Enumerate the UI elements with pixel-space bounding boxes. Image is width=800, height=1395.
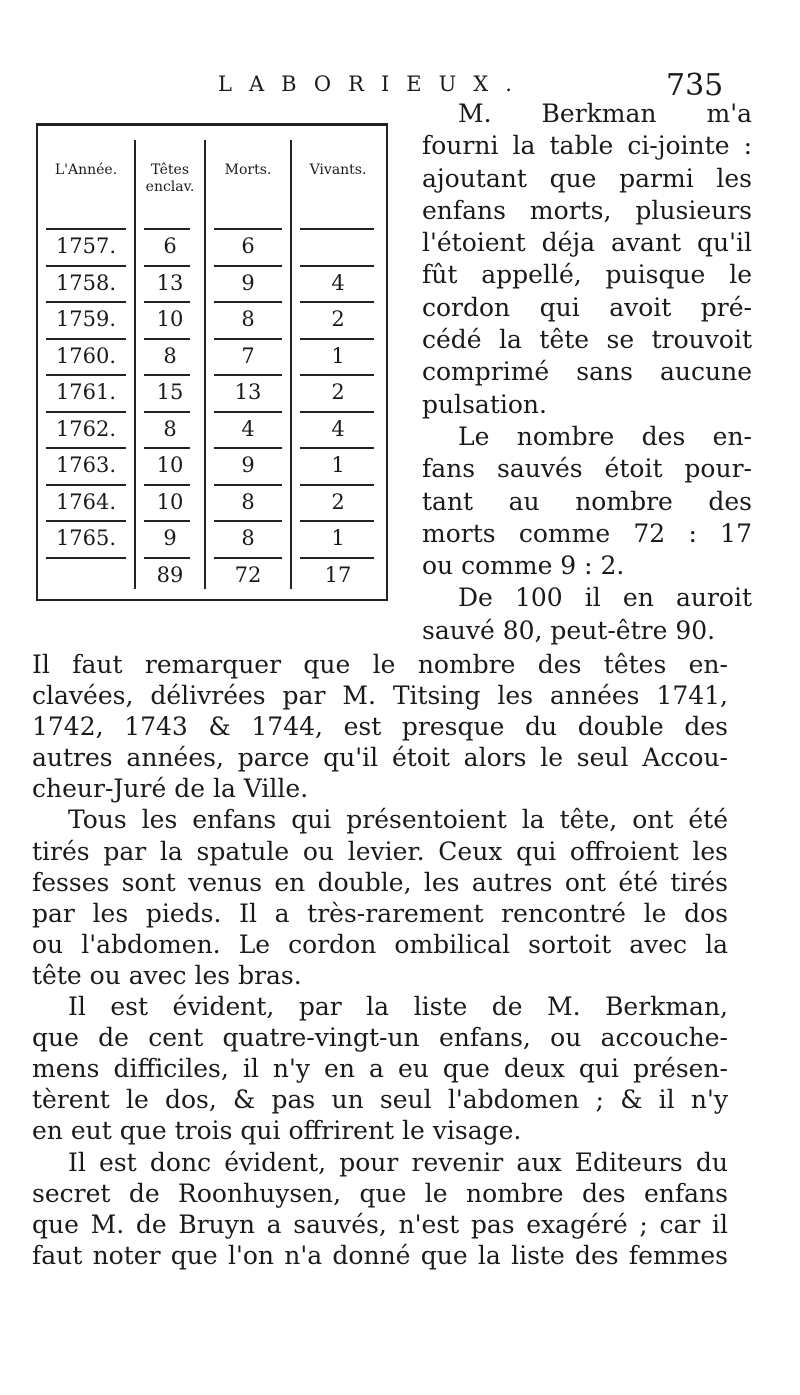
- text-line: morts comme 72 : 17: [422, 518, 752, 548]
- text-line: l'étoient déja avant qu'il: [422, 228, 752, 258]
- table-cell-vivants: 4: [331, 416, 345, 441]
- row-rule: [144, 338, 190, 340]
- row-rule: [300, 265, 374, 267]
- row-rule: [300, 338, 374, 340]
- row-rule: [300, 520, 374, 522]
- table-cell-morts: 9: [241, 270, 255, 295]
- row-rule: [46, 374, 126, 376]
- text-line: cédé la tête se trouvoit: [422, 325, 752, 355]
- text-line: M. Berkman m'a: [458, 99, 752, 128]
- text-line: tant au nombre des: [422, 486, 752, 516]
- row-rule: [144, 520, 190, 522]
- statistics-table: [36, 123, 388, 601]
- table-cell-year: 1762.: [55, 416, 117, 441]
- row-rule: [144, 228, 190, 230]
- text-line: fourni la table ci-jointe :: [422, 131, 752, 161]
- row-rule: [214, 447, 282, 449]
- row-rule: [46, 484, 126, 486]
- table-cell-year: 1763.: [55, 453, 117, 477]
- side-column-text: [422, 98, 752, 647]
- row-rule: [144, 374, 190, 376]
- table-cell-tetes: 10: [156, 307, 184, 331]
- text-line: Il est donc évident, pour revenir aux Editeurs du: [68, 1147, 728, 1177]
- row-rule: [144, 301, 190, 303]
- text-line: tête ou avec les bras.: [32, 960, 302, 990]
- text-line: en eut que trois qui offrirent le visage.: [32, 1116, 522, 1146]
- table-cell-tetes: 15: [156, 380, 184, 404]
- row-rule: [46, 301, 126, 303]
- text-line: par les pieds. Il a très-rarement rencontré le dos: [32, 898, 728, 928]
- row-rule: [46, 447, 126, 449]
- table-cell-vivants: 1: [331, 343, 345, 368]
- row-rule: [300, 374, 374, 376]
- text-line: ou l'abdomen. Le cordon ombilical sortoit avec la: [32, 929, 728, 959]
- text-line: fans sauvés étoit pour-: [422, 454, 752, 484]
- text-line: faut noter que l'on n'a donné que la liste des femmes: [32, 1240, 728, 1270]
- text-line: fût appellé, puisque le: [422, 260, 752, 290]
- table-cell-morts: 6: [241, 234, 255, 258]
- row-rule: [144, 411, 190, 413]
- row-rule: [46, 338, 126, 340]
- row-rule: [300, 228, 374, 230]
- row-rule: [300, 301, 374, 303]
- text-line: Il faut remarquer que le nombre des têtes en-: [32, 650, 728, 679]
- header-vivants: Vivants.: [309, 162, 367, 178]
- row-rule: [144, 447, 190, 449]
- table-cell-year: 1765.: [55, 526, 117, 550]
- row-rule: [214, 301, 282, 303]
- table-cell-tetes: 8: [163, 343, 177, 368]
- total-cell-vivants: 17: [324, 562, 352, 587]
- row-rule: [144, 484, 190, 486]
- row-rule: [214, 520, 282, 522]
- row-rule: [300, 557, 374, 559]
- table-cell-year: 1757.: [55, 234, 117, 258]
- text-line: Tous les enfans qui présentoient la tête, ont été: [68, 805, 728, 835]
- text-line: cordon qui avoit pré-: [422, 292, 752, 322]
- text-line: mens difficiles, il n'y en a eu que deux qui présen-: [32, 1054, 728, 1084]
- row-rule: [214, 557, 282, 559]
- running-title: LABORIEUX.: [218, 72, 529, 96]
- row-rule: [46, 265, 126, 267]
- row-rule: [46, 520, 126, 522]
- table-cell-tetes: 8: [163, 416, 177, 441]
- table-cell-tetes: 10: [156, 489, 184, 514]
- header-morts: Morts.: [224, 162, 272, 178]
- text-line: ajoutant que parmi les: [422, 163, 752, 193]
- row-rule: [300, 447, 374, 449]
- table-cell-morts: 8: [241, 489, 255, 514]
- table-cell-vivants: 1: [331, 453, 345, 477]
- table-cell-tetes: 13: [156, 270, 184, 295]
- text-line: sauvé 80, peut-être 90.: [422, 615, 716, 645]
- table-cell-year: 1761.: [55, 380, 117, 404]
- text-line: fesses sont venus en double, les autres ont été tirés: [32, 867, 728, 897]
- row-rule: [214, 374, 282, 376]
- row-rule: [214, 265, 282, 267]
- table-cell-morts: 4: [241, 416, 255, 441]
- table-cell-vivants: 2: [331, 307, 345, 331]
- table-cell-tetes: 10: [156, 453, 184, 477]
- header-tetes: Têtes enclav.: [145, 162, 195, 195]
- text-line: De 100 il en auroit: [458, 583, 752, 613]
- table-cell-year: 1758.: [55, 270, 117, 295]
- row-rule: [300, 411, 374, 413]
- table-cell-morts: 7: [241, 343, 255, 368]
- table-cell-vivants: 2: [331, 489, 345, 514]
- text-line: enfans morts, plusieurs: [422, 195, 752, 225]
- row-rule: [214, 484, 282, 486]
- total-cell-tetes: 89: [156, 562, 184, 587]
- text-line: Il est évident, par la liste de M. Berkman,: [68, 992, 728, 1022]
- table-cell-tetes: 9: [163, 526, 177, 550]
- table-cell-year: 1759.: [55, 307, 117, 331]
- text-line: que M. de Bruyn a sauvés, n'est pas exagéré ; car il: [32, 1209, 728, 1239]
- total-cell-morts: 72: [234, 562, 262, 587]
- row-rule: [144, 557, 190, 559]
- row-rule: [46, 557, 126, 559]
- row-rule: [300, 484, 374, 486]
- row-rule: [144, 265, 190, 267]
- row-rule: [214, 338, 282, 340]
- page-number: 735: [666, 68, 724, 103]
- table-cell-year: 1760.: [55, 343, 117, 368]
- table-cell-morts: 13: [234, 380, 262, 404]
- table-cell-year: 1764.: [55, 489, 117, 514]
- text-line: tirés par la spatule ou levier. Ceux qui offroient les: [32, 836, 728, 866]
- text-line: 1742, 1743 & 1744, est presque du double des: [32, 712, 728, 742]
- table-cell-vivants: 2: [331, 380, 345, 404]
- row-rule: [214, 228, 282, 230]
- row-rule: [46, 228, 126, 230]
- text-line: ou comme 9 : 2.: [422, 551, 625, 581]
- text-line: autres années, parce qu'il étoit alors le seul Accou-: [32, 743, 728, 773]
- text-line: comprimé sans aucune: [422, 357, 752, 387]
- table-cell-morts: 8: [241, 526, 255, 550]
- table-cell-vivants: 4: [331, 270, 345, 295]
- main-text: [32, 649, 728, 1271]
- row-rule: [46, 411, 126, 413]
- header-year: L'Année.: [54, 162, 118, 178]
- text-line: tèrent le dos, & pas un seul l'abdomen ; & il n'y: [32, 1085, 728, 1115]
- text-line: cheur-Juré de la Ville.: [32, 774, 309, 804]
- text-line: que de cent quatre-vingt-un enfans, ou accouche-: [32, 1023, 728, 1053]
- table-cell-morts: 8: [241, 307, 255, 331]
- table-cell-morts: 9: [241, 453, 255, 477]
- text-line: clavées, délivrées par M. Titsing les années 1741,: [32, 681, 728, 711]
- text-line: secret de Roonhuysen, que le nombre des enfans: [32, 1178, 728, 1208]
- text-line: Le nombre des en-: [458, 421, 752, 451]
- text-line: pulsation.: [422, 389, 547, 419]
- table-cell-tetes: 6: [163, 234, 177, 258]
- row-rule: [214, 411, 282, 413]
- table-cell-vivants: 1: [331, 526, 345, 550]
